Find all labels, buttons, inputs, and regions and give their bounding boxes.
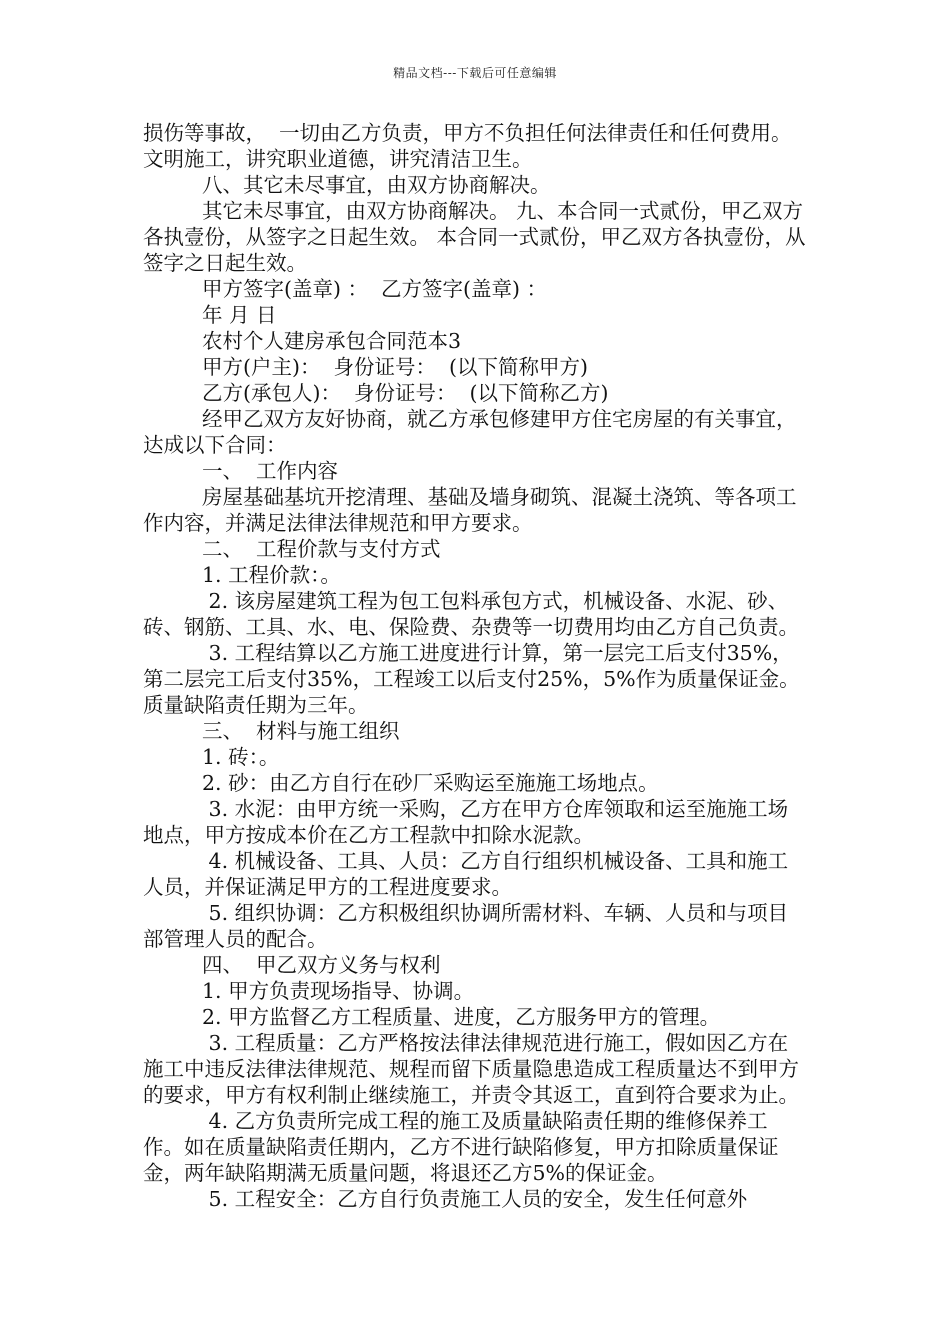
paragraph-work-content: 房屋基础基坑开挖清理、基础及墙身砌筑、混凝土浇筑、等各项工作内容，并满足法律法律规范和甲方要求。: [143, 485, 797, 535]
item-4-1: 1. 甲方负责现场指导、协调。: [202, 979, 475, 1003]
item-2-1: 1. 工程价款：。: [202, 563, 341, 587]
paragraph-section-9: 其它未尽事宜，由双方协商解决。 九、本合同一式贰份，甲乙双方各执壹份，从签字之日起生效。 本合同一式贰份，甲乙双方各执壹份，从签字之日起生效。: [143, 199, 806, 275]
heading-work-content: 一、 工作内容: [202, 459, 339, 483]
paragraph-section-8: 八、其它未尽事宜，由双方协商解决。: [202, 173, 551, 197]
document-body: [143, 120, 808, 1212]
item-3-3: 3. 水泥：由甲方统一采购，乙方在甲方仓库领取和运至施施工场地点，甲方按成本价在乙方工程款中扣除水泥款。: [143, 797, 789, 847]
contract-title: 农村个人建房承包合同范本3: [202, 329, 462, 353]
heading-materials: 三、 材料与施工组织: [202, 719, 400, 743]
item-3-2: 2. 砂：由乙方自行在砂厂采购运至施施工场地点。: [202, 771, 659, 795]
heading-obligations: 四、 甲乙双方义务与权利: [202, 953, 441, 977]
party-a-line: 甲方(户主)： 身份证号： (以下简称甲方): [202, 355, 589, 379]
item-4-3: 3. 工程质量：乙方严格按法律法律规范进行施工，假如因乙方在施工中违反法律法律规范、规程而留下质量隐患造成工程质量达不到甲方的要求，甲方有权利制止继续施工，并责令其返工，直到符合要求为止。: [143, 1031, 799, 1107]
item-2-2: 2. 该房屋建筑工程为包工包料承包方式，机械设备、水泥、砂、砖、钢筋、工具、水、电、保险费、杂费等一切费用均由乙方自己负责。: [143, 589, 799, 639]
item-4-4: 4. 乙方负责所完成工程的施工及质量缺陷责任期的维修保养工作。如在质量缺陷责任期内，乙方不进行缺陷修复，甲方扣除质量保证金，两年缺陷期满无质量问题，将退还乙方5%的保证金。: [143, 1109, 779, 1185]
item-3-5: 5. 组织协调：乙方积极组织协调所需材料、车辆、人员和与项目部管理人员的配合。: [143, 901, 789, 951]
item-3-1: 1. 砖：。: [202, 745, 280, 769]
item-2-3: 3. 工程结算以乙方施工进度进行计算，第一层完工后支付35%，第二层完工后支付35%，工程竣工以后支付25%，5%作为质量保证金。质量缺陷责任期为三年。: [143, 641, 800, 717]
page-header: 精品文档---下载后可任意编辑: [393, 66, 557, 80]
party-b-line: 乙方(承包人)： 身份证号： (以下简称乙方): [202, 381, 609, 405]
item-4-2: 2. 甲方监督乙方工程质量、进度，乙方服务甲方的管理。: [202, 1005, 721, 1029]
paragraph-accident-liability: 损伤等事故， 一切由乙方负责，甲方不负担任何法律责任和任何费用。文明施工，讲究职业道德，讲究清洁卫生。: [143, 121, 792, 171]
signature-line: 甲方签字(盖章) ： 乙方签字(盖章) ：: [202, 277, 548, 301]
date-line: 年 月 日: [202, 303, 277, 327]
item-3-4: 4. 机械设备、工具、人员：乙方自行组织机械设备、工具和施工人员，并保证满足甲方的工程进度要求。: [143, 849, 789, 899]
item-4-5: 5. 工程安全：乙方自行负责施工人员的安全，发生任何意外: [202, 1187, 748, 1211]
paragraph-preamble: 经甲乙双方友好协商，就乙方承包修建甲方住宅房屋的有关事宜，达成以下合同：: [143, 407, 797, 457]
heading-price-payment: 二、 工程价款与支付方式: [202, 537, 441, 561]
